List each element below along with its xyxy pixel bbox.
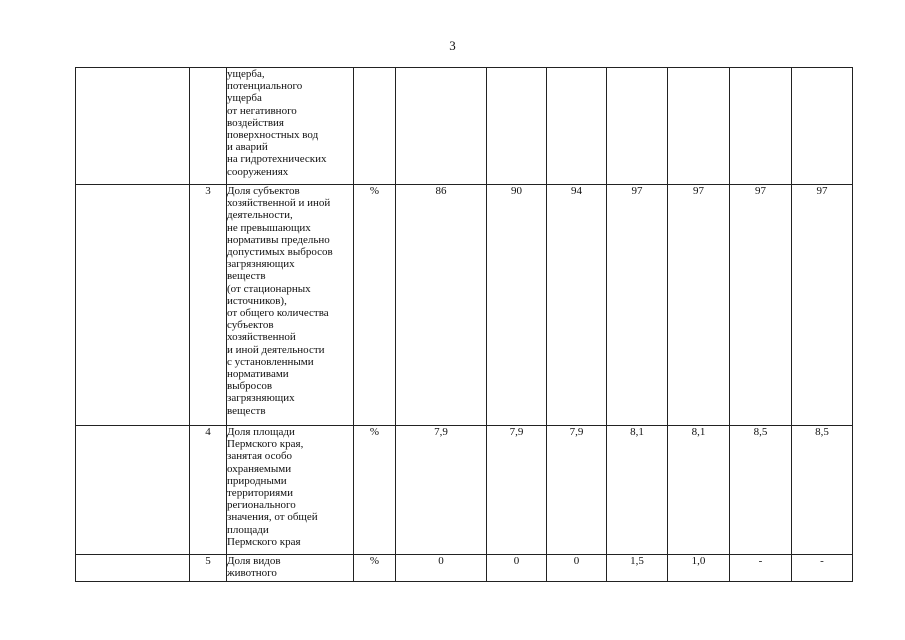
page-number: 3 bbox=[449, 38, 456, 53]
value-cell: 1,5 bbox=[607, 555, 668, 582]
row-number: 3 bbox=[190, 185, 227, 426]
table-row bbox=[76, 68, 853, 185]
value-cell: 0 bbox=[547, 555, 607, 582]
row-number: 4 bbox=[190, 426, 227, 555]
unit-cell: % bbox=[354, 426, 396, 555]
indicator-description: Доля субъектов хозяйственной и иной деятельности, не превышающих нормативы предельно допустимых выбросов загрязняющих веществ (от стационарных источников), от общего количества субъектов хозяйственной и иной деятельности с установленными нормативами выбросов загрязняющих веществ bbox=[227, 185, 354, 426]
value-cell bbox=[668, 68, 730, 185]
value-cell: 8,5 bbox=[730, 426, 792, 555]
value-cell: 0 bbox=[487, 555, 547, 582]
row-number bbox=[190, 68, 227, 185]
value-cell bbox=[396, 68, 487, 185]
indicator-description: ущерба, потенциального ущерба от негативного воздействия поверхностных вод и аварий на гидротехнических сооружениях bbox=[227, 68, 354, 185]
value-cell: 97 bbox=[730, 185, 792, 426]
value-cell bbox=[487, 68, 547, 185]
value-cell: 7,9 bbox=[547, 426, 607, 555]
value-cell: 90 bbox=[487, 185, 547, 426]
value-cell: 86 bbox=[396, 185, 487, 426]
unit-cell: % bbox=[354, 185, 396, 426]
indicator-description: Доля площади Пермского края, занятая особо охраняемыми природными территориями регионального значения, от общей площади Пермского края bbox=[227, 426, 354, 555]
value-cell: 8,1 bbox=[607, 426, 668, 555]
value-cell: 7,9 bbox=[487, 426, 547, 555]
table-row bbox=[76, 426, 853, 555]
indicator-description: Доля видов животного bbox=[227, 555, 354, 582]
row-number: 5 bbox=[190, 555, 227, 582]
value-cell: 97 bbox=[607, 185, 668, 426]
value-cell: 97 bbox=[668, 185, 730, 426]
table-row bbox=[76, 555, 853, 582]
unit-cell: % bbox=[354, 555, 396, 582]
value-cell bbox=[730, 68, 792, 185]
empty-cell bbox=[76, 185, 190, 426]
value-cell bbox=[792, 68, 853, 185]
value-cell: 8,5 bbox=[792, 426, 853, 555]
value-cell: 1,0 bbox=[668, 555, 730, 582]
indicators-table bbox=[75, 67, 853, 582]
value-cell bbox=[547, 68, 607, 185]
value-cell: - bbox=[730, 555, 792, 582]
value-cell: - bbox=[792, 555, 853, 582]
value-cell: 7,9 bbox=[396, 426, 487, 555]
table-body bbox=[76, 68, 853, 582]
unit-cell bbox=[354, 68, 396, 185]
value-cell: 94 bbox=[547, 185, 607, 426]
table-row bbox=[76, 185, 853, 426]
value-cell: 8,1 bbox=[668, 426, 730, 555]
empty-cell bbox=[76, 426, 190, 555]
value-cell: 97 bbox=[792, 185, 853, 426]
value-cell bbox=[607, 68, 668, 185]
empty-cell bbox=[76, 68, 190, 185]
empty-cell bbox=[76, 555, 190, 582]
value-cell: 0 bbox=[396, 555, 487, 582]
